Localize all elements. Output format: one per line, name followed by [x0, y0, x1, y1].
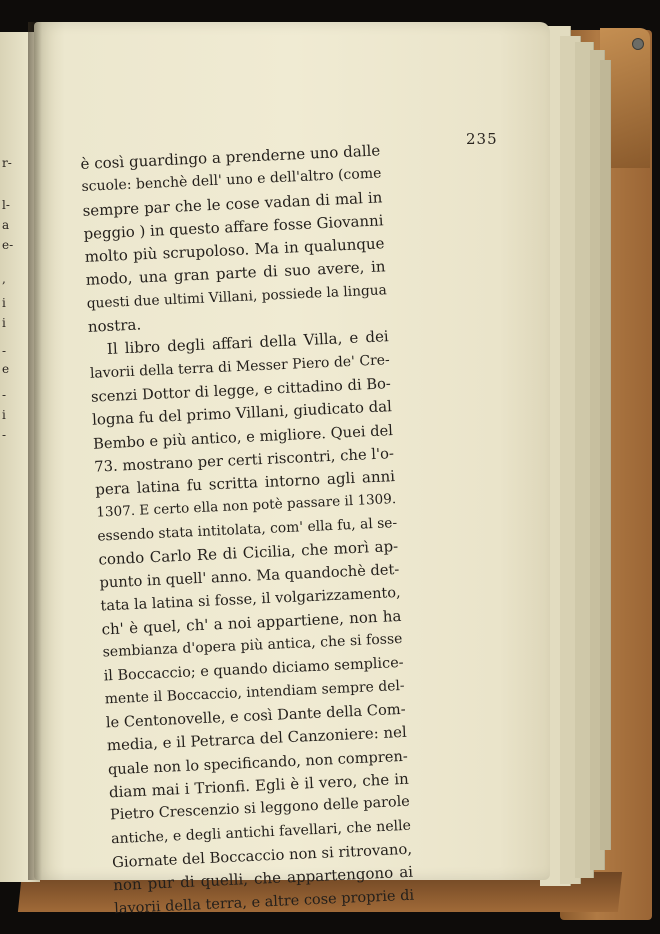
text-line: logna fu del primo Villani, giudicato dal [91, 397, 393, 429]
text-line: il Boccaccio; e quando diciamo semplice- [103, 654, 404, 684]
left-margin-text: r- [2, 156, 12, 170]
text-line: lavorii della terra di Messer Piero de' Cre- [89, 351, 391, 382]
text-line: nostra. [87, 315, 142, 336]
text-line: Giornate del Boccaccio non si ritrovano, [111, 840, 413, 872]
text-line: Bembo e più antico, e migliore. Quei del [92, 421, 394, 453]
text-line: molto più scrupoloso. Ma in qualunque [84, 234, 385, 267]
left-margin-text: i [2, 296, 6, 310]
text-line: diam mai i Trionfi. Egli è il vero, che in [108, 769, 410, 802]
left-margin-text: i [2, 316, 6, 330]
text-line: 73. mostrano per certi riscontri, che l'o- [93, 444, 395, 476]
text-line: scenzi Dottor di legge, e cittadino di Bo- [90, 375, 392, 406]
text-line: 1307. E certo ella non potè passare il 1309. [95, 491, 397, 522]
text-line: tata la latina si fosse, il volgarizzamento, [100, 584, 401, 615]
text-line: peggio ) in questo affare fosse Giovanni [83, 211, 384, 243]
text-line: mente il Boccaccio, intendiam sempre del- [104, 677, 405, 708]
text-line: Il libro degli affari della Villa, e dei [106, 327, 390, 359]
left-margin-text: e [2, 362, 10, 376]
page-text [80, 139, 415, 921]
text-line: pera latina fu scritta intorno agli anni [94, 467, 396, 499]
left-margin-text: , [2, 272, 6, 286]
text-line: modo, una gran parte di suo avere, in [85, 257, 386, 290]
text-line: è così guardingo a prenderne uno dalle [80, 141, 381, 173]
left-margin-text: l- [2, 198, 10, 212]
text-line: questi due ultimi Villani, possiede la lingua [86, 282, 388, 312]
text-line: essendo stata intitolata, com' ella fu, al se- [97, 514, 398, 545]
left-margin-text: - [2, 428, 7, 442]
text-line: sempre par che le cose vadan di mal in [82, 187, 383, 220]
text-line: condo Carlo Re di Cicilia, che morì ap- [98, 537, 399, 569]
text-line: sembianza d'opera più antica, che si fosse [102, 631, 403, 661]
left-margin-text: a [2, 218, 10, 232]
text-line: le Centonovelle, e così Dante della Com- [105, 700, 406, 732]
page-number: 235 [466, 130, 498, 148]
page-edge [600, 60, 611, 850]
left-margin-text: - [2, 388, 7, 402]
text-line: quale non lo specificando, non compren- [107, 747, 409, 779]
text-line: antiche, e degli antichi favellari, che nelle [110, 817, 412, 847]
text-line: lavorii della terra, e altre cose proprie di [113, 887, 415, 917]
left-margin-text: i [2, 408, 6, 422]
text-line: non pur di quelli, che appartengono ai [112, 862, 414, 895]
spine-shadow [28, 22, 42, 880]
left-margin-text: e- [2, 238, 14, 252]
text-line: ch' è quel, ch' a noi appartiene, non ha [101, 606, 402, 639]
binding-rivet-icon [632, 38, 644, 50]
text-line: Pietro Crescenzio si leggono delle parole [109, 794, 411, 824]
text-line: scuole: benchè dell' uno e dell'altro (come [81, 165, 382, 196]
left-margin-text: - [2, 344, 7, 358]
text-line: media, e il Petrarca del Canzoniere: nel [106, 723, 408, 755]
text-line: punto in quell' anno. Ma quandochè det- [99, 561, 400, 592]
